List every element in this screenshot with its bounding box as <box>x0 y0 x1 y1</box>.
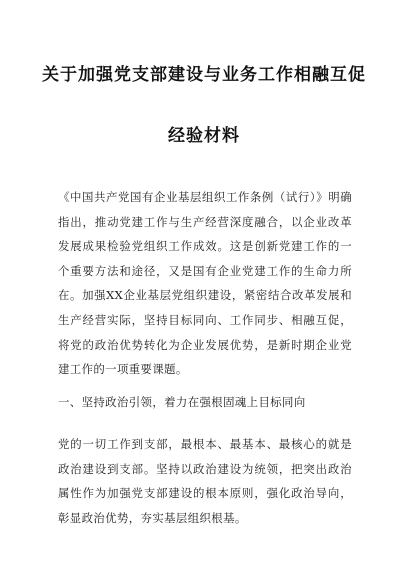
body-paragraph-2: 党的一切工作到支部，最根本、最基本、最核心的就是政治建设到支部。坚持以政治建设为统领，把突出政治属性作为加强党支部建设的根本原则，强化政治导向，彰显政治优势，夯实基层组织根基。 <box>58 437 352 525</box>
section-heading-1: 一、坚持政治引领，着力在强根固魂上目标同向 <box>58 395 306 409</box>
document-title-line-2: 经验材料 <box>168 126 240 146</box>
document-title-line-1: 关于加强党支部建设与业务工作相融互促 <box>42 65 366 85</box>
body-paragraph-1: 《中国共产党国有企业基层组织工作条例（试行）》明确指出，推动党建工作与生产经营深度融合，以企业改革发展成果检验党组织工作成效。这是创新党建工作的一个重要方法和途径，又是国有企业党建工作的生命力所在。加强XX企业基层党组织建设，紧密结合改革发展和生产经营实际，坚持目标同向、工作同步、相融互促，将党的政治优势转化为企业发展优势，是新时期企业党建工作的一项重要课题。 <box>58 190 352 377</box>
